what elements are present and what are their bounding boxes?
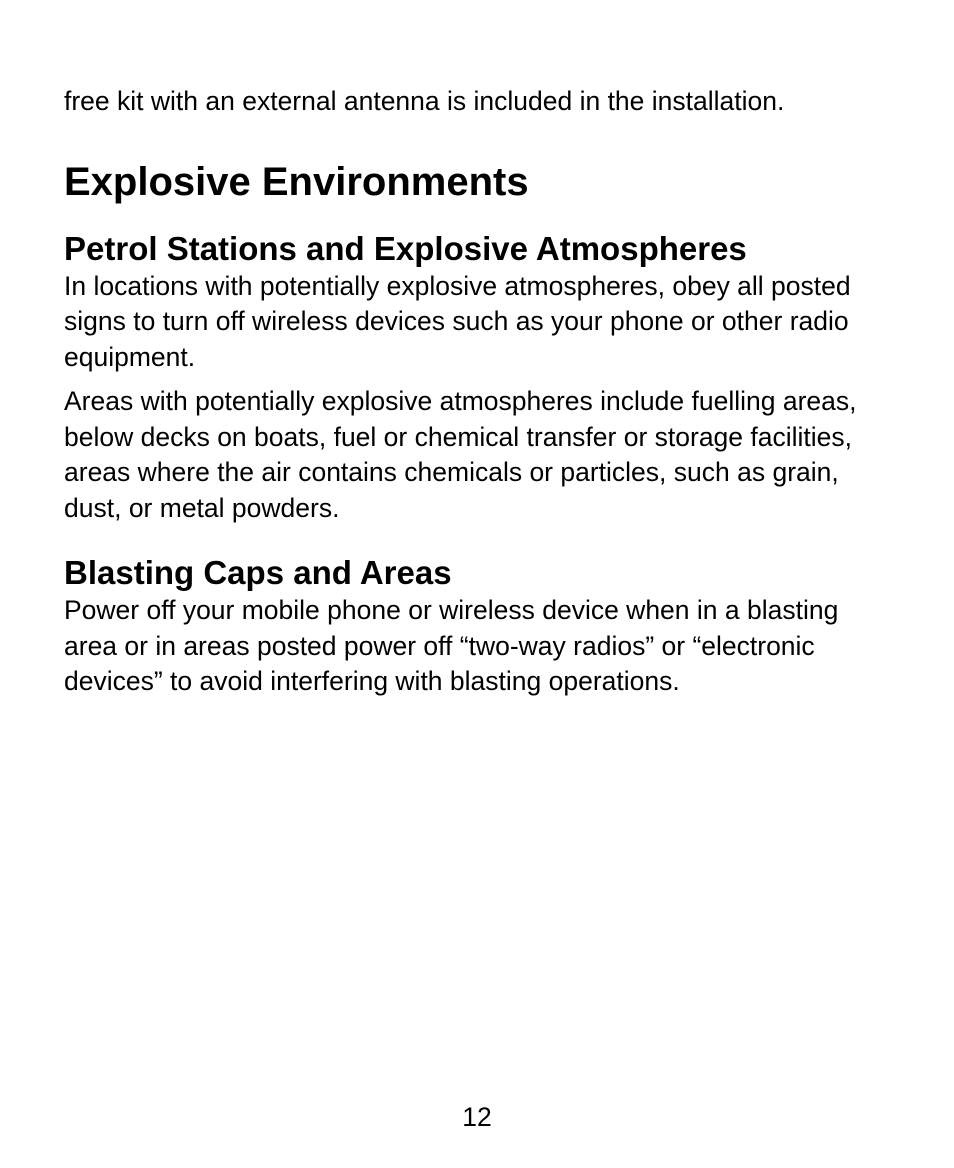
blasting-caps-heading: Blasting Caps and Areas (64, 554, 452, 591)
intro-paragraph: free kit with an external antenna is included in the installation. (64, 86, 785, 116)
petrol-paragraph-2: Areas with potentially explosive atmospheres include fuelling areas, below decks on boats, fuel or chemical transfer or storage facilities, areas where the air contains chemicals or particles, such as grain, dust, or metal powders. (64, 386, 857, 523)
blasting-paragraph-1: Power off your mobile phone or wireless device when in a blasting area or in areas posted power off “two-way radios” or “electronic devices” to avoid interfering with blasting operations. (64, 595, 839, 696)
petrol-paragraph-1: In locations with potentially explosive atmospheres, obey all posted signs to turn off wireless devices such as your phone or other radio equipment. (64, 270, 851, 372)
page-number: 12 (462, 1102, 492, 1132)
page-content (64, 84, 884, 700)
section-title: Explosive Environments (64, 159, 529, 204)
petrol-stations-heading: Petrol Stations and Explosive Atmospheres (64, 229, 747, 267)
